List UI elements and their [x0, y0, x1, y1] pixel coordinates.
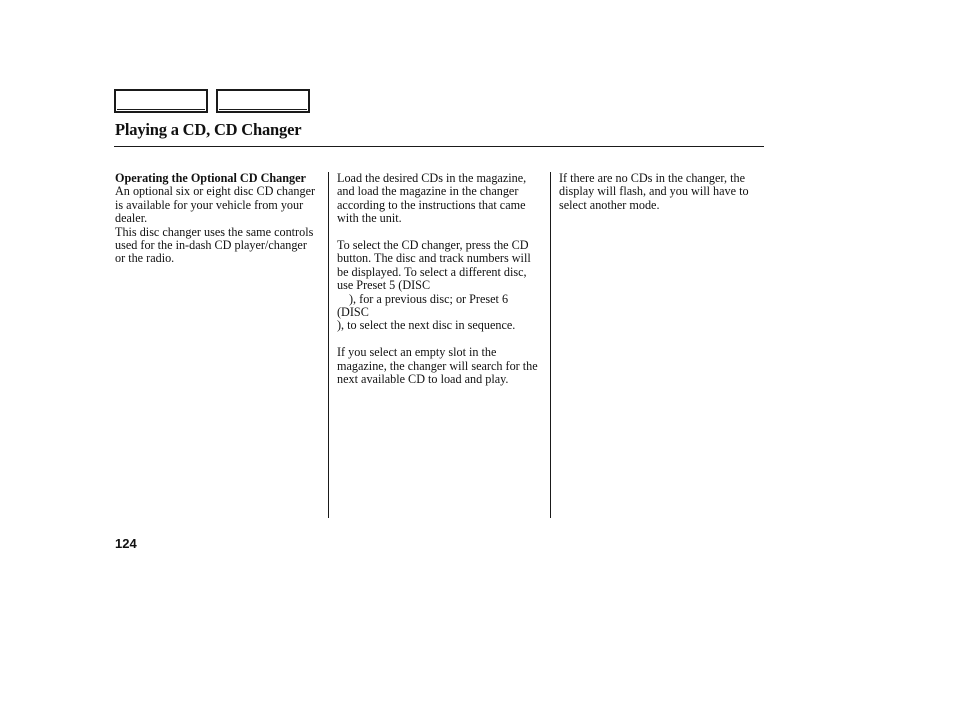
paragraph: This disc changer uses the same controls used for the in-dash CD player/changer or the radio.: [115, 224, 314, 266]
section-heading: Operating the Optional CD Changer: [115, 171, 306, 185]
paragraph: Load the desired CDs in the magazine, and load the magazine in the changer according to the instructions that came with the unit.: [337, 171, 527, 226]
text-segment: ), for a previous disc; or Preset 6 (DISC: [337, 291, 509, 320]
column-2: [337, 172, 542, 386]
column-3: [559, 172, 764, 212]
paragraph: [337, 239, 542, 333]
nav-button-next[interactable]: [216, 89, 310, 113]
column-1: [115, 172, 320, 266]
paragraph: If there are no CDs in the changer, the display will flash, and you will have to select another mode.: [559, 171, 749, 212]
text-segment: To select the CD changer, press the CD button. The disc and track numbers will be displayed. To select a different disc, use Preset 5 (DISC: [337, 238, 531, 293]
paragraph: An optional six or eight disc CD changer is available for your vehicle from your dealer.: [115, 184, 316, 226]
title-divider: [114, 146, 764, 147]
column-divider: [550, 172, 551, 518]
column-divider: [328, 172, 329, 518]
page-number: 124: [115, 536, 137, 551]
page-title: Playing a CD, CD Changer: [115, 120, 302, 139]
text-segment: ), to select the next disc in sequence.: [337, 318, 516, 333]
paragraph: If you select an empty slot in the magazine, the changer will search for the next available CD to load and play.: [337, 345, 538, 387]
nav-button-previous[interactable]: [114, 89, 208, 113]
